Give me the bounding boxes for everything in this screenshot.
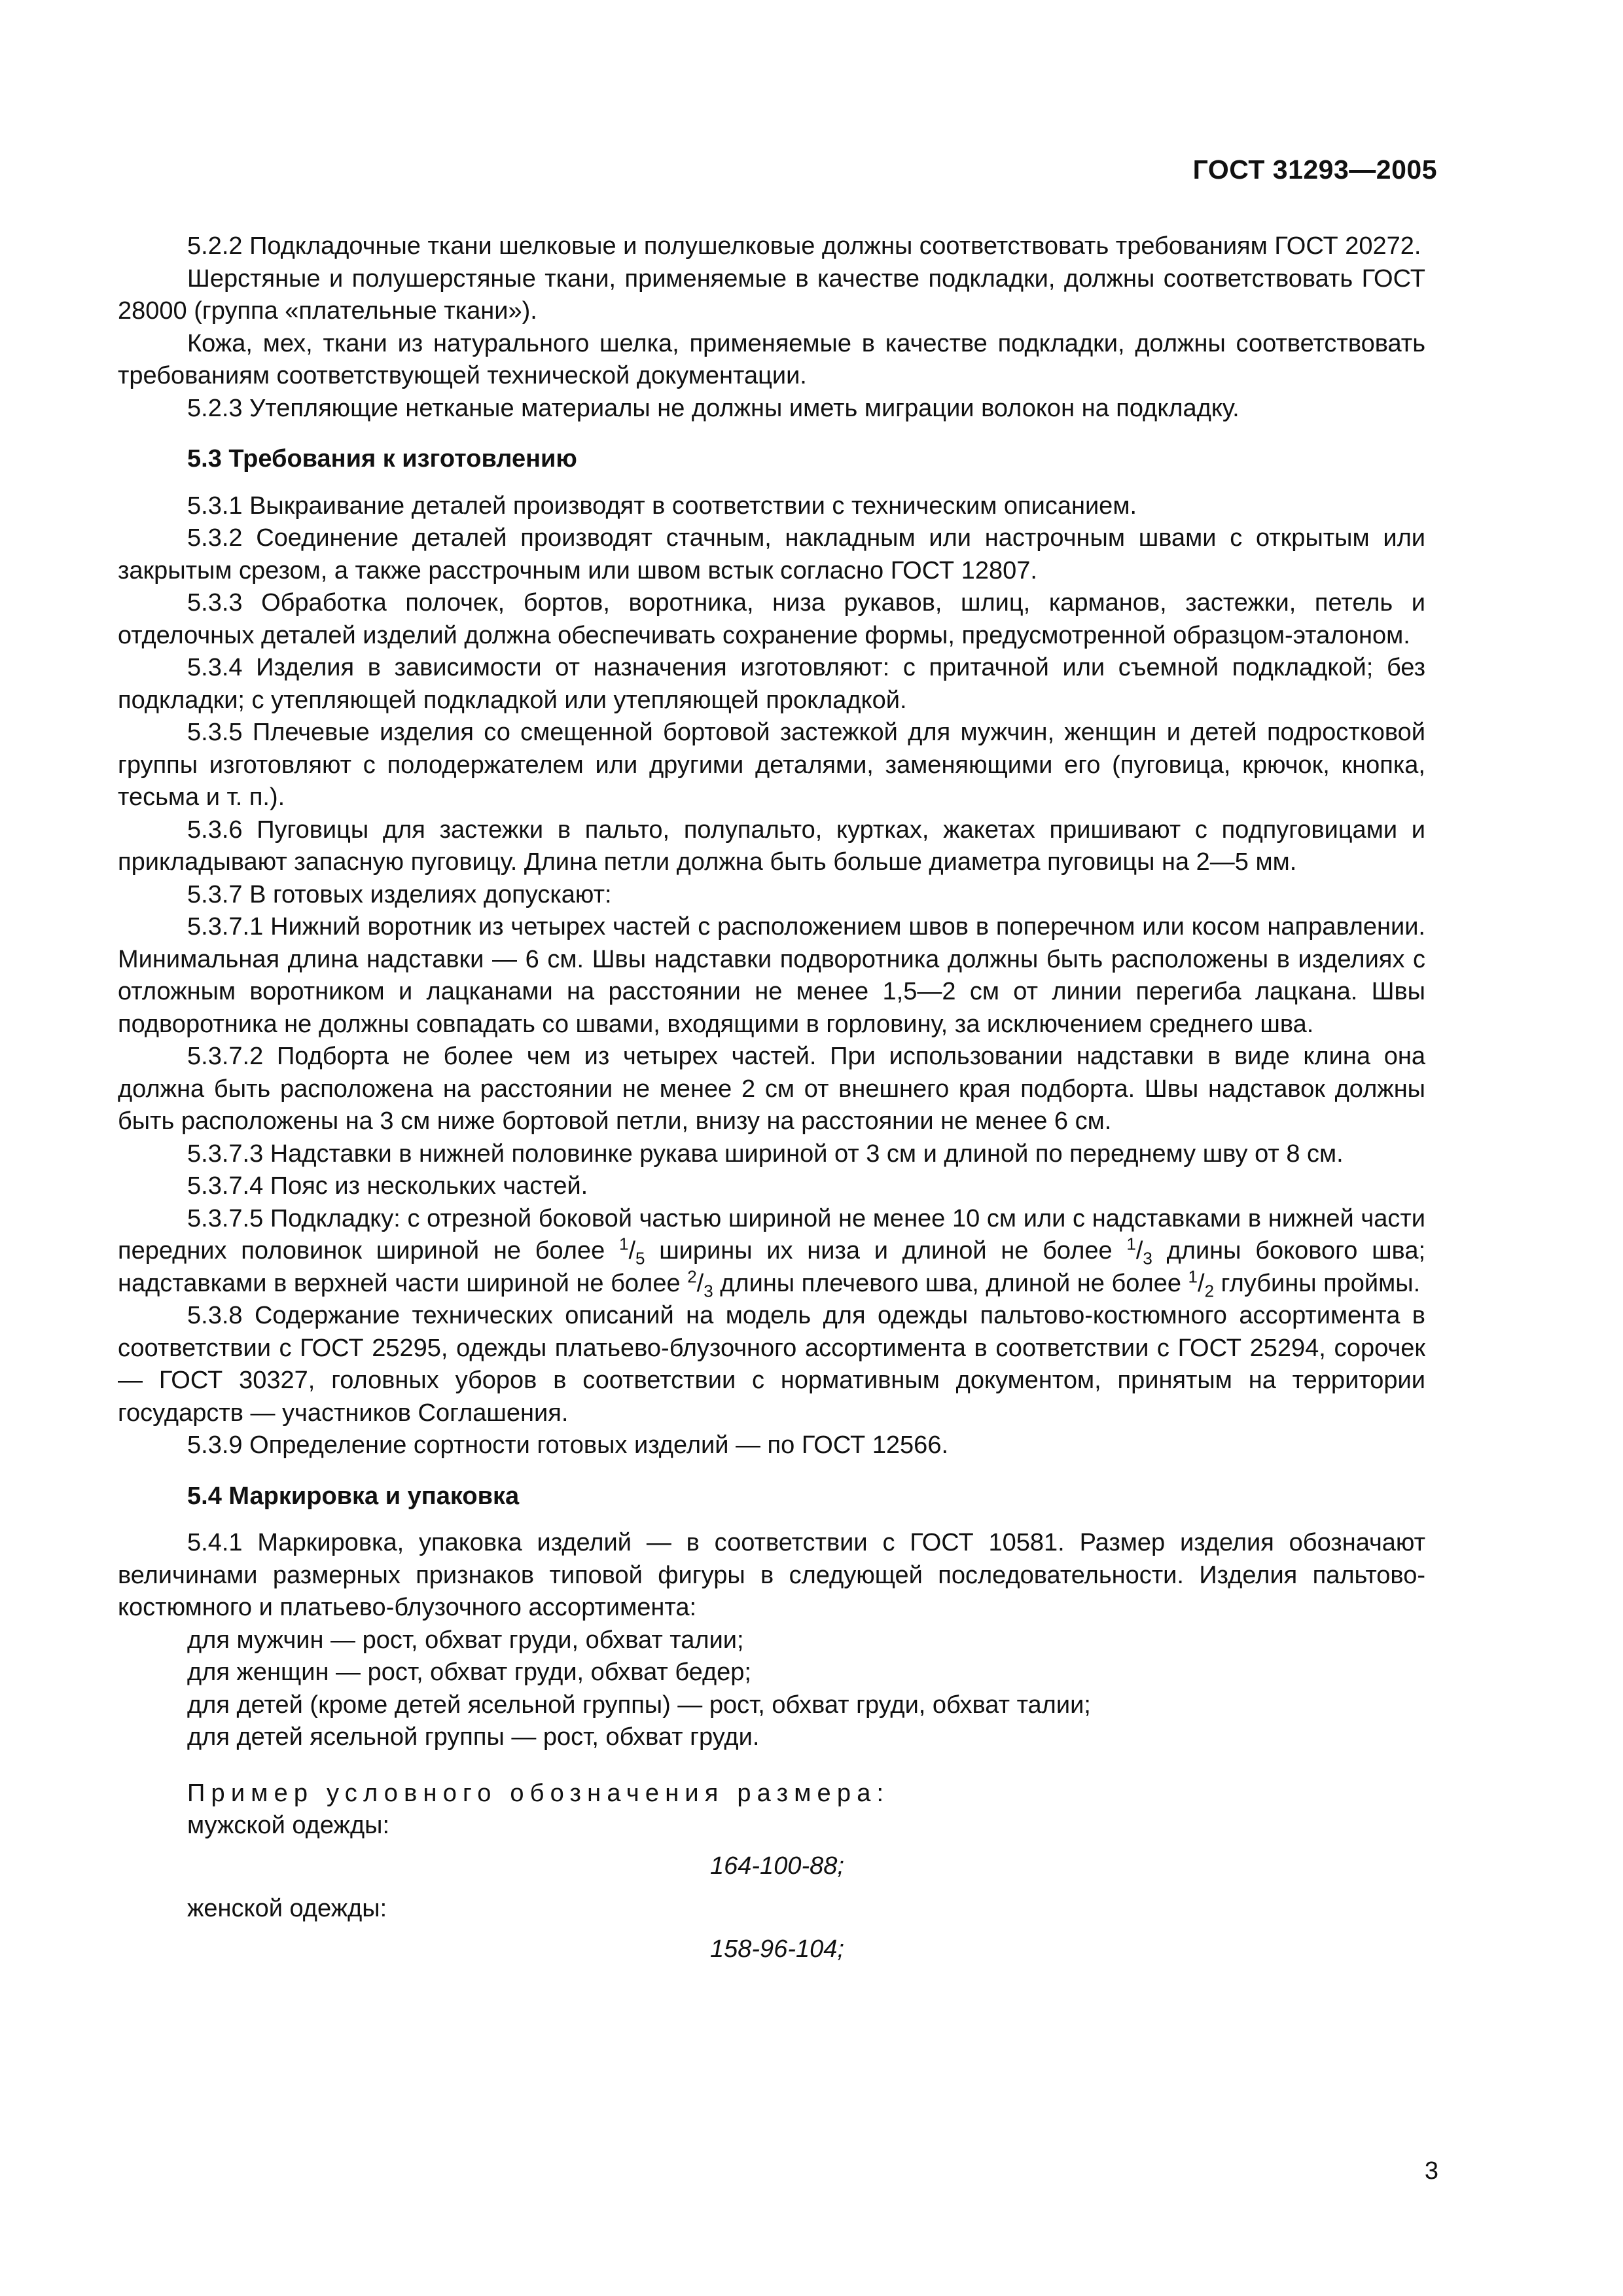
fraction-denominator: 5: [635, 1248, 645, 1268]
section-heading-5-4: 5.4 Маркировка и упаковка: [187, 1482, 520, 1510]
fraction-denominator: 3: [1143, 1248, 1152, 1268]
paragraph-5-3-4: 5.3.4 Изделия в зависимости от назначения изготовляют: с притачной или съемной подкладкой; без подкладки; с утепляющей подкладкой или утепляющей прокладкой.: [118, 654, 1425, 714]
paragraph-5-2-2: 5.2.2 Подкладочные ткани шелковые и полушелковые должны соответствовать требованиям ГОСТ 20272.: [187, 232, 1421, 260]
document-body: [118, 230, 1425, 1976]
list-item: для женщин — рост, обхват груди, обхват бедер;: [187, 1659, 751, 1686]
fraction-two-thirds: $^2/_3$: [687, 1266, 713, 1301]
fraction-one-half: $^1/_2$: [1188, 1266, 1215, 1301]
list-item: для детей ясельной группы — рост, обхват груди.: [187, 1723, 760, 1751]
paragraph-5-3-2: 5.3.2 Соединение деталей производят стачным, накладным или настрочным швами с открытым или закрытым срезом, а также расстрочным или швом встык согласно ГОСТ 12807.: [118, 524, 1425, 584]
paragraph-5-2-2-wool: Шерстяные и полушерстяные ткани, применяемые в качестве подкладки, должны соответствовать ГОСТ 28000 (группа «плательные ткани»).: [118, 264, 1425, 325]
paragraph-5-2-2-leather: Кожа, мех, ткани из натурального шелка, применяемые в качестве подкладки, должны соответствовать требованиям соответствующей технической документации.: [118, 329, 1425, 389]
section-heading-5-3: 5.3 Требования к изготовлению: [187, 445, 577, 473]
page-number: 3: [1424, 2157, 1438, 2185]
example-men-value: 164-100-88;: [710, 1852, 844, 1880]
paragraph-5-3-7-4: 5.3.7.4 Пояс из нескольких частей.: [187, 1172, 588, 1200]
paragraph-5-3-9: 5.3.9 Определение сортности готовых изделий — по ГОСТ 12566.: [187, 1431, 949, 1459]
paragraph-5-2-3: 5.2.3 Утепляющие нетканые материалы не должны иметь миграции волокон на подкладку.: [187, 394, 1240, 422]
example-women-value: 158-96-104;: [710, 1935, 844, 1963]
size-designation-example: [118, 1778, 1425, 1966]
example-men-label: мужской одежды:: [187, 1812, 390, 1839]
fraction-numerator: 1: [618, 1234, 629, 1254]
paragraph-5-3-7-5-part-b: ширины их низа и длиной не более: [645, 1237, 1127, 1265]
example-women-label: женской одежды:: [187, 1895, 387, 1922]
fraction-numerator: 1: [1188, 1266, 1198, 1286]
paragraph-5-3-7-2: 5.3.7.2 Подборта не более чем из четырех частей. При использовании надставки в виде клина она должна быть расположена на расстоянии не менее 2 см от внешнего края подборта. Швы надставок должны быть расположены на 3 см ниже бортовой петли, внизу на расстоянии не менее 6 см.: [118, 1043, 1425, 1135]
list-item: для детей (кроме детей ясельной группы) — рост, обхват груди, обхват талии;: [187, 1691, 1091, 1719]
paragraph-5-3-7-5-part-d: длины плечевого шва, длиной не более: [713, 1269, 1188, 1297]
list-item: для мужчин — рост, обхват груди, обхват талии;: [187, 1626, 744, 1654]
paragraph-5-3-1: 5.3.1 Выкраивание деталей производят в соответствии с техническим описанием.: [187, 492, 1137, 520]
paragraph-5-3-7-5-part-a: 5.3.7.5 Подкладку: с отрезной боковой частью шириной не менее 10 см или с надставками в нижней части передних половинок шириной не более: [118, 1204, 1425, 1265]
paragraph-5-3-5: 5.3.5 Плечевые изделия со смещенной бортовой застежкой для мужчин, женщин и детей подростковой группы изготовляют с полодержателем или другими деталями, заменяющими его (пуговица, крючок, кнопка, тесьма и т. п.).: [118, 719, 1425, 811]
paragraph-5-3-3: 5.3.3 Обработка полочек, бортов, воротника, низа рукавов, шлиц, карманов, застежки, петель и отделочных деталей изделий должна обеспечивать сохранение формы, предусмотренной образцом-эталоном.: [118, 589, 1425, 649]
paragraph-5-3-8: 5.3.8 Содержание технических описаний на модель для одежды пальтово-костюмного ассортимента в соответствии с ГОСТ 25295, одежды платьево-блузочного ассортимента в соответствии с ГОСТ 25294, сорочек — ГОСТ 30327, головных уборов в соответствии с нормативным документом, принятым на территории государств — участников Соглашения.: [118, 1302, 1425, 1427]
paragraph-5-3-7-1: 5.3.7.1 Нижний воротник из четырех частей с расположением швов в поперечном или косом направлении. Минимальная длина надставки — 6 см. Швы надставки подворотника должны быть расположены в изделиях с отложным воротником и лацканами на расстоянии не менее 1,5—2 см от линии перегиба лацкана. Швы подворотника не должны совпадать со швами, входящими в горловину, за исключением среднего шва.: [118, 913, 1425, 1038]
fraction-numerator: 1: [1126, 1234, 1136, 1254]
document-header-id: ГОСТ 31293—2005: [1192, 154, 1437, 185]
fraction-denominator: 2: [1204, 1281, 1215, 1301]
fraction-one-fifth: $^1/_5$: [618, 1234, 645, 1268]
paragraph-5-3-7-5-part-e: глубины проймы.: [1214, 1269, 1421, 1297]
paragraph-5-3-7-3: 5.3.7.3 Надставки в нижней половинке рукава шириной от 3 см и длиной по переднему шву от 8 см.: [187, 1139, 1344, 1168]
paragraph-5-3-7: 5.3.7 В готовых изделиях допускают:: [187, 880, 612, 908]
paragraph-5-4-1: 5.4.1 Маркировка, упаковка изделий — в соответствии с ГОСТ 10581. Размер изделия обозначают величинами размерных признаков типовой фигуры в следующей последовательности. Изделия пальтово-костюмного и платьево-блузочного ассортимента:: [118, 1529, 1425, 1621]
paragraph-5-3-7-5: [118, 1203, 1425, 1300]
fraction-numerator: 2: [687, 1266, 697, 1286]
paragraph-5-3-6: 5.3.6 Пуговицы для застежки в пальто, полупальто, куртках, жакетах пришивают с подпуговицами и прикладывают запасную пуговицу. Длина петли должна быть больше диаметра пуговицы на 2—5 мм.: [118, 816, 1425, 876]
fraction-one-third: $^1/_3$: [1126, 1234, 1152, 1268]
fraction-denominator: 3: [704, 1281, 713, 1301]
paragraph-5-3-7-5-part-c: длины бокового шва; надставками в верхней части шириной не более: [118, 1237, 1426, 1297]
example-title: Пример условного обозначения размера:: [187, 1779, 890, 1807]
